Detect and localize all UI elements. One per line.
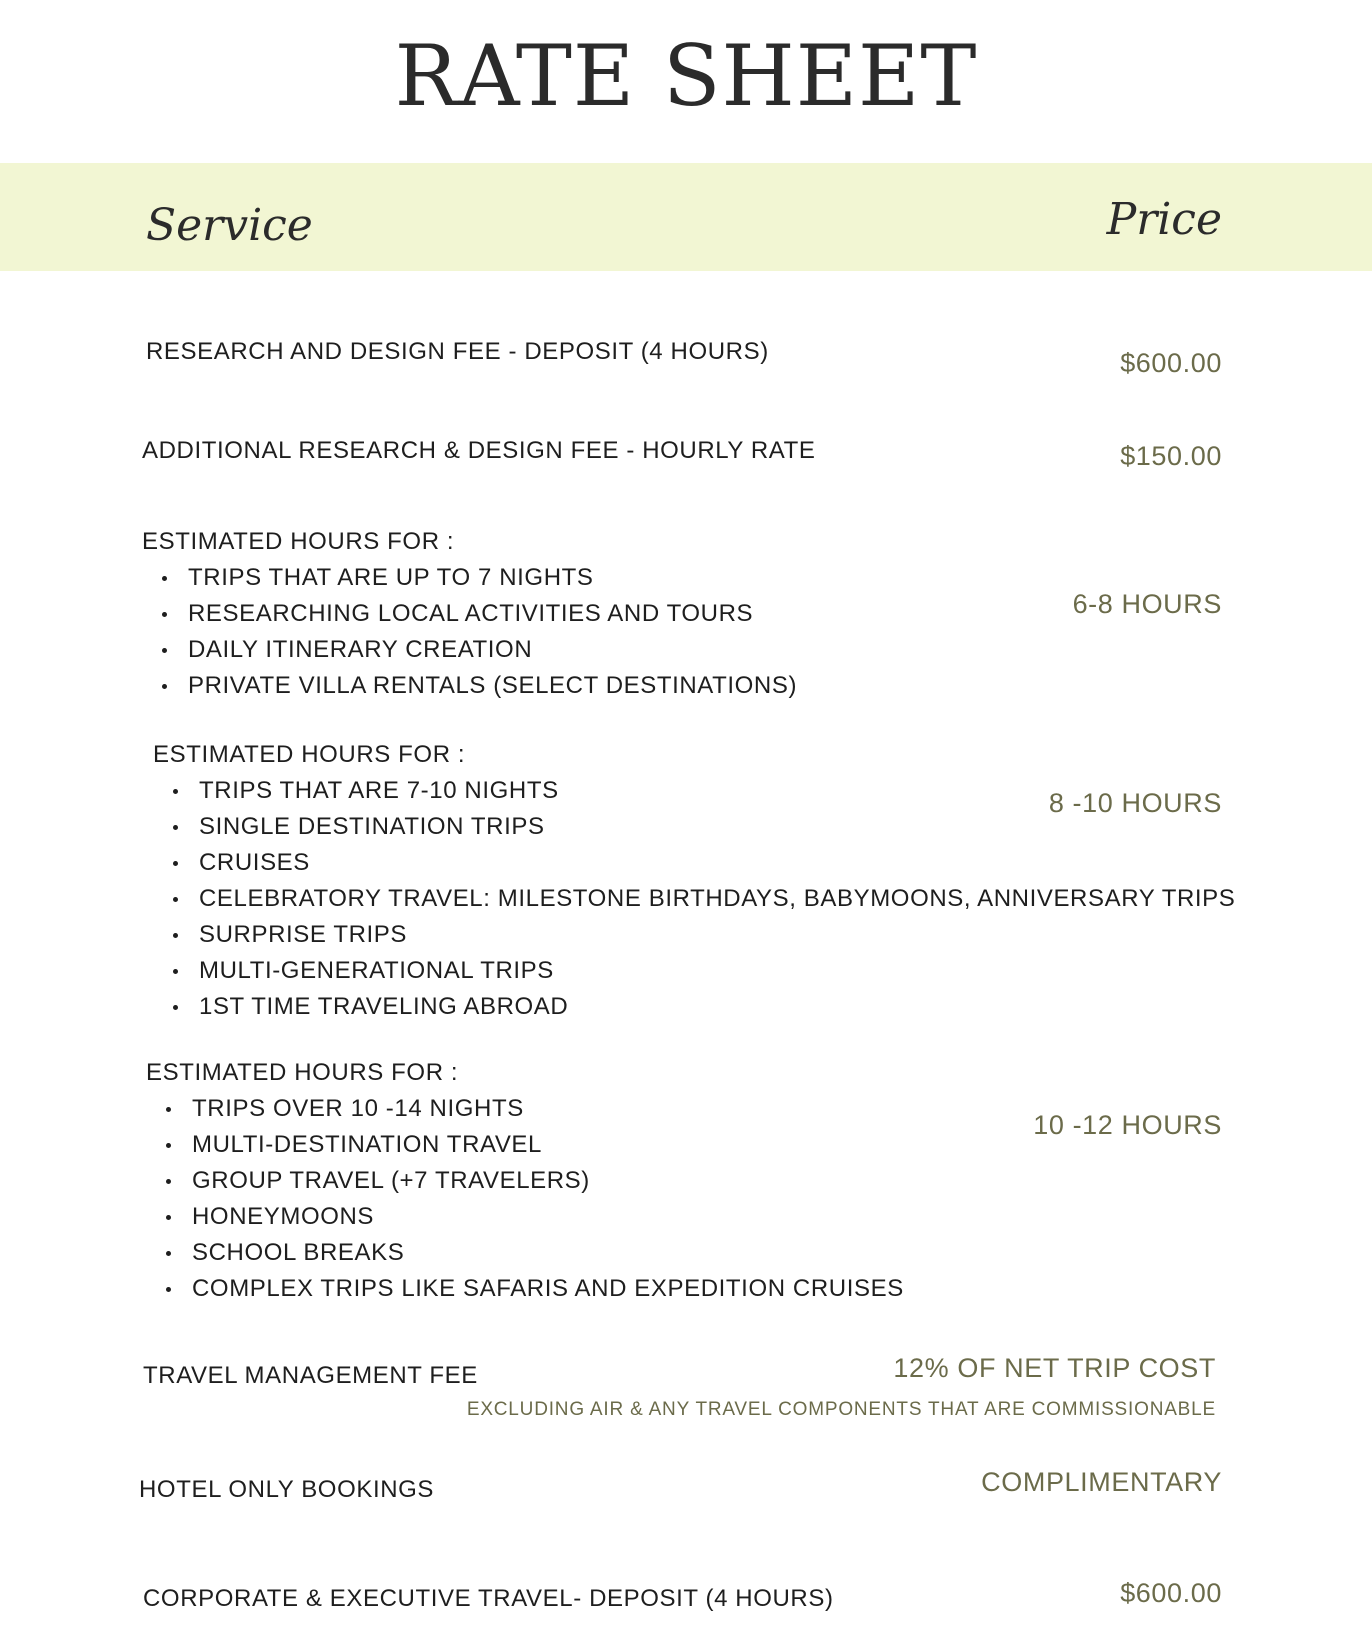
list-item: CRUISES: [199, 845, 1235, 881]
list-item: HONEYMOONS: [192, 1199, 904, 1235]
list-item: COMPLEX TRIPS LIKE SAFARIS AND EXPEDITION CRUISES: [192, 1271, 904, 1307]
price-block-3: 10 -12 HOURS: [1033, 1110, 1222, 1140]
price-corporate-deposit: $600.00: [1120, 1578, 1222, 1608]
list-item: SCHOOL BREAKS: [192, 1235, 904, 1271]
service-hotel-only: HOTEL ONLY BOOKINGS: [139, 1476, 435, 1503]
block-intro: ESTIMATED HOURS FOR :: [146, 1059, 459, 1086]
list-item: CELEBRATORY TRAVEL: MILESTONE BIRTHDAYS, BABYMOONS, ANNIVERSARY TRIPS: [199, 881, 1235, 917]
price-research-deposit: $600.00: [1120, 348, 1222, 378]
block-list: [142, 560, 797, 704]
list-item: 1ST TIME TRAVELING ABROAD: [199, 989, 1235, 1025]
price-additional-research: $150.00: [1120, 441, 1222, 471]
page-title: RATE SHEET: [394, 27, 978, 125]
service-additional-research: ADDITIONAL RESEARCH & DESIGN FEE - HOURLY RATE: [142, 437, 816, 464]
estimated-hours-block-2: [153, 737, 1235, 1025]
service-travel-management: TRAVEL MANAGEMENT FEE: [143, 1362, 478, 1389]
block-list: [146, 1091, 904, 1307]
list-item: TRIPS OVER 10 -14 NIGHTS: [192, 1091, 904, 1127]
block-intro: ESTIMATED HOURS FOR :: [153, 741, 466, 768]
list-item: GROUP TRAVEL (+7 TRAVELERS): [192, 1163, 904, 1199]
price-travel-management: 12% OF NET TRIP COST: [893, 1353, 1216, 1383]
service-research-deposit: RESEARCH AND DESIGN FEE - DEPOSIT (4 HOURS): [146, 338, 769, 365]
header-price-label: Price: [1106, 194, 1222, 245]
list-item: TRIPS THAT ARE 7-10 NIGHTS: [199, 773, 1235, 809]
header-service-label: Service: [146, 200, 313, 251]
list-item: MULTI-DESTINATION TRAVEL: [192, 1127, 904, 1163]
list-item: DAILY ITINERARY CREATION: [188, 632, 797, 668]
list-item: SURPRISE TRIPS: [199, 917, 1235, 953]
block-intro: ESTIMATED HOURS FOR :: [142, 528, 455, 555]
estimated-hours-block-1: [142, 524, 797, 704]
price-block-1: 6-8 HOURS: [1072, 589, 1222, 619]
list-item: SINGLE DESTINATION TRIPS: [199, 809, 1235, 845]
price-block-2: 8 -10 HOURS: [1048, 788, 1222, 818]
travel-management-note: EXCLUDING AIR & ANY TRAVEL COMPONENTS THAT ARE COMMISSIONABLE: [466, 1399, 1216, 1420]
estimated-hours-block-3: [146, 1055, 904, 1307]
list-item: PRIVATE VILLA RENTALS (SELECT DESTINATIONS): [188, 668, 797, 704]
list-item: RESEARCHING LOCAL ACTIVITIES AND TOURS: [188, 596, 797, 632]
list-item: TRIPS THAT ARE UP TO 7 NIGHTS: [188, 560, 797, 596]
list-item: MULTI-GENERATIONAL TRIPS: [199, 953, 1235, 989]
service-corporate-deposit: CORPORATE & EXECUTIVE TRAVEL- DEPOSIT (4 HOURS): [143, 1585, 834, 1612]
price-hotel-only: COMPLIMENTARY: [981, 1467, 1222, 1497]
